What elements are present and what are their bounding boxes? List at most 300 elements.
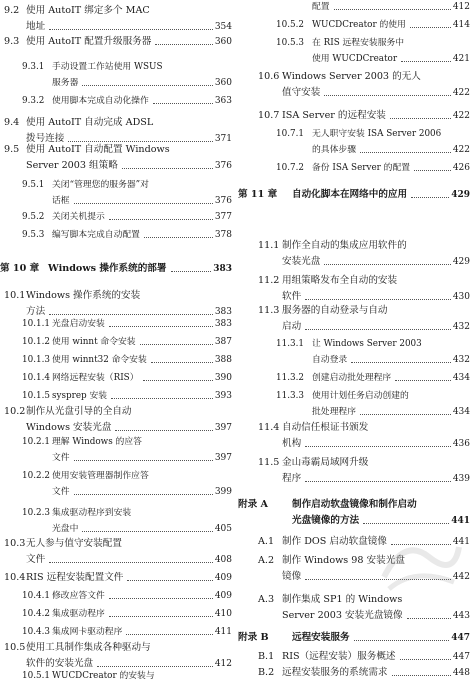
toc-page-number: 434 bbox=[452, 407, 470, 417]
dot-leader bbox=[49, 28, 213, 30]
toc-entry-title-continued: 软件 bbox=[282, 291, 302, 302]
toc-page-number: 421 bbox=[452, 54, 470, 64]
toc-entry-title: 制作全自动的集成应用软件的 bbox=[282, 240, 407, 251]
toc-entry-title: 使用计划任务启动创建的 bbox=[312, 391, 409, 401]
toc-page-number: 441 bbox=[452, 537, 470, 547]
toc-entry-number: A.2 bbox=[258, 555, 275, 566]
toc-entry-title-continued: 值守安装 bbox=[282, 87, 321, 98]
toc-entry[interactable] bbox=[0, 94, 232, 110]
toc-entry-title: 使用安装管理器制作应答 bbox=[52, 471, 149, 481]
toc-page-number: 429 bbox=[451, 190, 470, 200]
toc-entry[interactable] bbox=[0, 262, 232, 278]
toc-leader bbox=[80, 76, 232, 90]
toc-entry-number: 10.2.3 bbox=[22, 508, 50, 518]
toc-page-number: 436 bbox=[452, 439, 470, 449]
toc-entry-number: 11.3.3 bbox=[276, 391, 304, 401]
dot-leader bbox=[407, 617, 451, 619]
toc-entry-title: 编写脚本完成自动配置 bbox=[52, 230, 140, 240]
toc-entry[interactable] bbox=[0, 4, 232, 36]
toc-entry-number: 10.1.5 bbox=[22, 391, 50, 401]
toc-page-number: 441 bbox=[451, 516, 470, 526]
dot-leader bbox=[392, 674, 451, 676]
toc-entry[interactable] bbox=[238, 304, 470, 336]
dot-leader bbox=[49, 313, 213, 315]
toc-entry-number: 第 10 章 bbox=[0, 263, 40, 274]
toc-entry-title: 使用 AutoIT 配置升级服务器 bbox=[26, 36, 152, 47]
toc-entry-title: 使用 winnt32 命令安装 bbox=[52, 355, 147, 365]
toc-entry-number: 11.2 bbox=[258, 275, 280, 286]
toc-entry[interactable] bbox=[238, 666, 470, 682]
toc-entry-number: 9.5.2 bbox=[22, 212, 45, 222]
toc-entry-title: 使用 AutoIT 自动配置 Windows bbox=[26, 144, 170, 155]
toc-entry[interactable] bbox=[238, 371, 470, 387]
toc-leader bbox=[151, 94, 232, 108]
dot-leader bbox=[305, 445, 451, 447]
toc-entry-title: RIS（远程安装）服务概述 bbox=[282, 651, 396, 662]
toc-leader bbox=[332, 0, 470, 14]
dot-leader bbox=[109, 615, 213, 617]
toc-entry-number: 附录 B bbox=[238, 632, 269, 643]
dot-leader bbox=[109, 218, 213, 220]
toc-entry-title: 使用 AutoIT 自动完成 ADSL bbox=[26, 117, 154, 128]
toc-leader bbox=[358, 405, 470, 419]
toc-entry-title-continued: 软件的安装光盘 bbox=[26, 658, 94, 669]
dot-leader bbox=[395, 379, 451, 381]
toc-leader bbox=[390, 666, 470, 680]
toc-entry[interactable] bbox=[0, 405, 232, 437]
dot-leader bbox=[410, 26, 451, 28]
toc-entry-title: 制作启动软盘镜像和制作启动 bbox=[292, 499, 417, 510]
toc-page-number: 360 bbox=[214, 78, 232, 88]
toc-page-number: 390 bbox=[214, 373, 232, 383]
toc-entry-title-continued: 机构 bbox=[282, 438, 302, 449]
toc-entry-number: 10.2 bbox=[4, 406, 26, 417]
toc-entry[interactable] bbox=[238, 389, 470, 421]
toc-leader bbox=[107, 210, 232, 224]
toc-entry[interactable] bbox=[0, 143, 232, 175]
toc-entry-number: 9.5 bbox=[4, 144, 20, 155]
toc-entry-number: 10.1.4 bbox=[22, 373, 50, 383]
toc-page-number: 409 bbox=[214, 573, 232, 583]
toc-entry-title-continued: Windows 安装光盘 bbox=[26, 422, 112, 433]
toc-entry-number: 11.5 bbox=[258, 457, 280, 468]
toc-entry[interactable] bbox=[238, 421, 470, 453]
toc-entry-title: ISA Server 的远程安装 bbox=[282, 110, 386, 121]
toc-page-number: 442 bbox=[452, 572, 470, 582]
dot-leader bbox=[171, 270, 211, 272]
toc-entry-number: 10.5 bbox=[4, 642, 26, 653]
toc-entry[interactable] bbox=[0, 537, 232, 569]
toc-page-number: 430 bbox=[452, 292, 470, 302]
toc-entry-title: 制作集成 SP1 的 Windows bbox=[282, 594, 403, 605]
toc-entry-title: 使用 winnt 命令安装 bbox=[52, 337, 136, 347]
toc-entry-title-continued: 地址 bbox=[26, 21, 46, 32]
toc-leader bbox=[303, 472, 470, 486]
toc-entry-title: 集成驱动程序到安装 bbox=[52, 508, 132, 518]
dot-leader bbox=[126, 633, 213, 635]
toc-entry[interactable] bbox=[0, 607, 232, 623]
toc-entry[interactable] bbox=[0, 317, 232, 333]
dot-leader bbox=[305, 328, 451, 330]
toc-entry-title: WUCDCreator 的安装与 bbox=[52, 671, 155, 681]
toc-entry[interactable] bbox=[0, 60, 232, 92]
dot-leader bbox=[82, 84, 213, 86]
dot-leader bbox=[414, 169, 451, 171]
toc-entry[interactable] bbox=[238, 188, 470, 204]
dot-leader bbox=[324, 263, 451, 265]
toc-entry-title: 手动设置工作站使用 WSUS bbox=[52, 62, 163, 72]
toc-page-number: 432 bbox=[452, 322, 470, 332]
toc-entry-title: 关闭“管理您的服务器”对 bbox=[52, 180, 149, 190]
toc-page-number: 412 bbox=[214, 659, 232, 669]
toc-page-number: 439 bbox=[452, 474, 470, 484]
toc-leader bbox=[124, 625, 232, 639]
dot-leader bbox=[74, 493, 213, 495]
toc-entry-number: 10.1.1 bbox=[22, 319, 50, 329]
toc-entry[interactable] bbox=[238, 109, 470, 125]
toc-page-number: 432 bbox=[452, 355, 470, 365]
toc-page-number: 410 bbox=[214, 609, 232, 619]
toc-entry[interactable] bbox=[0, 178, 232, 210]
toc-entry-number: 11.4 bbox=[258, 422, 280, 433]
toc-entry-title: 理解 Windows 的应答 bbox=[52, 437, 142, 447]
toc-entry-number: 9.4 bbox=[4, 117, 20, 128]
toc-page-number: 383 bbox=[214, 307, 232, 317]
toc-entry[interactable] bbox=[238, 650, 470, 666]
toc-entry-number: 10.7 bbox=[258, 110, 280, 121]
toc-leader bbox=[47, 553, 232, 567]
toc-page-number: 393 bbox=[214, 391, 232, 401]
toc-entry-title: 远程安装服务 bbox=[292, 632, 350, 643]
toc-leader bbox=[408, 18, 470, 32]
toc-entry-title: 使用工具制作集成各种驱动与 bbox=[26, 642, 151, 653]
toc-page-number: 447 bbox=[452, 652, 470, 662]
toc-entry-title: 集成网卡驱动程序 bbox=[52, 627, 123, 637]
toc-leader bbox=[349, 353, 470, 367]
toc-entry[interactable] bbox=[238, 36, 470, 68]
toc-entry[interactable] bbox=[0, 506, 232, 538]
toc-entry-title-continued: 程序 bbox=[282, 473, 302, 484]
toc-page-number: 434 bbox=[452, 373, 470, 383]
toc-entry-title: sysprep 安装 bbox=[52, 391, 108, 401]
toc-page-number: 422 bbox=[452, 145, 470, 155]
toc-entry-number: 10.7.1 bbox=[276, 129, 304, 139]
toc-page-number: 397 bbox=[214, 423, 232, 433]
toc-page-number: 447 bbox=[451, 633, 470, 643]
toc-entry-number: 10.5.1 bbox=[22, 671, 50, 681]
toc-leader bbox=[361, 514, 470, 528]
toc-entry[interactable] bbox=[0, 469, 232, 501]
toc-entry-title: 无人参与值守安装配置 bbox=[26, 538, 122, 549]
toc-entry-title: 光盘启动安装 bbox=[52, 319, 105, 329]
toc-page-number: 378 bbox=[214, 230, 232, 240]
toc-entry-number: 9.3 bbox=[4, 36, 20, 47]
toc-leader bbox=[47, 20, 232, 34]
dot-leader bbox=[82, 530, 213, 532]
toc-entry-number: 11.3.2 bbox=[276, 373, 304, 383]
toc-page-number: 448 bbox=[452, 668, 470, 678]
toc-page-number: 354 bbox=[214, 22, 232, 32]
toc-leader bbox=[120, 159, 232, 173]
dot-leader bbox=[411, 196, 449, 198]
dot-leader bbox=[122, 167, 213, 169]
toc-page-number: 387 bbox=[214, 337, 232, 347]
toc-leader bbox=[388, 109, 470, 123]
toc-entry-title: 在 RIS 远程安装服务中 bbox=[312, 38, 405, 48]
toc-page-number: 411 bbox=[214, 627, 232, 637]
dot-leader bbox=[360, 151, 451, 153]
toc-entry-title: 自动化脚本在网络中的应用 bbox=[292, 189, 408, 200]
toc-entry-title-continued: 方法 bbox=[26, 306, 46, 317]
dot-leader bbox=[74, 202, 213, 204]
toc-leader bbox=[109, 389, 232, 403]
toc-entry-title-continued: 启动 bbox=[282, 321, 302, 332]
toc-entry-title-continued: Server 2003 安装光盘镜像 bbox=[282, 610, 403, 621]
dot-leader bbox=[305, 480, 451, 482]
toc-page-number: 360 bbox=[214, 37, 232, 47]
toc-entry-number: 9.2 bbox=[4, 5, 20, 16]
toc-page-number: 376 bbox=[214, 196, 232, 206]
toc-leader bbox=[322, 86, 470, 100]
toc-leader bbox=[398, 650, 470, 664]
toc-entry-number: 9.3.1 bbox=[22, 62, 45, 72]
toc-entry[interactable] bbox=[238, 161, 470, 177]
toc-leader bbox=[153, 35, 232, 49]
watermark-icon bbox=[374, 527, 464, 597]
toc-entry[interactable] bbox=[0, 625, 232, 641]
toc-leader bbox=[149, 353, 232, 367]
toc-entry-number: 10.5.2 bbox=[276, 20, 304, 30]
toc-page-number: 409 bbox=[214, 591, 232, 601]
toc-entry-title: 制作 Windows 98 安装光盘 bbox=[282, 555, 405, 566]
toc-entry-number: 10.7.2 bbox=[276, 163, 304, 173]
toc-page-number: 422 bbox=[452, 88, 470, 98]
toc-entry-number: 附录 A bbox=[238, 499, 268, 510]
toc-page-number: 363 bbox=[214, 96, 232, 106]
toc-page-number: 397 bbox=[214, 453, 232, 463]
toc-entry-title-continued: 话框 bbox=[52, 196, 70, 206]
toc-entry-title-continued: 镜像 bbox=[282, 571, 302, 582]
toc-entry-title-continued: Server 2003 组策略 bbox=[26, 160, 118, 171]
toc-entry[interactable] bbox=[0, 335, 232, 351]
toc-entry-number: 9.5.1 bbox=[22, 180, 45, 190]
toc-entry-title: 关闭关机提示 bbox=[52, 212, 105, 222]
toc-page-number: 405 bbox=[214, 524, 232, 534]
toc-entry-number: 10.1.3 bbox=[22, 355, 50, 365]
dot-leader bbox=[151, 361, 213, 363]
toc-entry-number: B.2 bbox=[258, 667, 275, 678]
toc-entry-number: 10.1 bbox=[4, 290, 26, 301]
toc-leader bbox=[358, 143, 470, 157]
dot-leader bbox=[324, 94, 451, 96]
toc-entry[interactable] bbox=[238, 127, 470, 159]
toc-entry-title: Windows 操作系统的安装 bbox=[26, 290, 141, 301]
dot-leader bbox=[109, 597, 213, 599]
toc-entry[interactable] bbox=[238, 456, 470, 488]
toc-page-number: 422 bbox=[452, 111, 470, 121]
toc-leader bbox=[322, 255, 470, 269]
toc-entry[interactable] bbox=[238, 337, 470, 369]
toc-leader bbox=[303, 320, 470, 334]
toc-entry[interactable] bbox=[0, 589, 232, 605]
toc-entry-title: 网络远程安装（RIS） bbox=[52, 373, 139, 383]
toc-leader bbox=[141, 371, 232, 385]
toc-leader bbox=[393, 371, 470, 385]
toc-entry-title-continued: 使用 WUCDCreator bbox=[312, 54, 398, 64]
dot-leader bbox=[143, 379, 213, 381]
toc-entry-number: A.3 bbox=[258, 594, 275, 605]
toc-entry-title: 使用 AutoIT 绑定多个 MAC bbox=[26, 5, 150, 16]
toc-page-number: 388 bbox=[214, 355, 232, 365]
toc-page-number: 429 bbox=[452, 257, 470, 267]
toc-page-number: 383 bbox=[214, 319, 232, 329]
toc-entry-title: RIS 远程安装配置文件 bbox=[26, 572, 124, 583]
toc-entry[interactable] bbox=[238, 498, 470, 530]
toc-entry[interactable] bbox=[0, 389, 232, 405]
toc-entry[interactable] bbox=[238, 18, 470, 34]
toc-entry-title: 金山毒霸局域网升级 bbox=[282, 457, 369, 468]
toc-entry-number: 10.4.1 bbox=[22, 591, 50, 601]
toc-leader bbox=[107, 317, 232, 331]
toc-entry-number: 10.2.2 bbox=[22, 471, 50, 481]
toc-leader bbox=[72, 451, 232, 465]
toc-page-number: 408 bbox=[214, 555, 232, 565]
toc-entry-title: 远程安装服务的系统需求 bbox=[282, 667, 388, 678]
toc-leader bbox=[107, 589, 232, 603]
toc-entry-number: 10.1.2 bbox=[22, 337, 50, 347]
toc-leader bbox=[72, 485, 232, 499]
toc-entry-title-continued: 自动登录 bbox=[312, 355, 348, 365]
dot-leader bbox=[351, 361, 451, 363]
toc-leader bbox=[107, 607, 232, 621]
toc-leader bbox=[113, 421, 232, 435]
toc-entry-number: 10.5.3 bbox=[276, 38, 304, 48]
toc-entry-number: 10.4.3 bbox=[22, 627, 50, 637]
toc-entry[interactable] bbox=[238, 593, 470, 625]
toc-entry[interactable] bbox=[0, 35, 232, 51]
toc-leader bbox=[352, 631, 470, 645]
dot-leader bbox=[360, 413, 451, 415]
toc-leader bbox=[303, 437, 470, 451]
toc-entry[interactable] bbox=[238, 239, 470, 271]
toc-entry-title-continued: 安装光盘 bbox=[282, 256, 321, 267]
dot-leader bbox=[155, 43, 213, 45]
toc-entry[interactable] bbox=[238, 70, 470, 102]
dot-leader bbox=[400, 658, 451, 660]
toc-leader bbox=[303, 290, 470, 304]
dot-leader bbox=[401, 60, 451, 62]
dot-leader bbox=[68, 140, 213, 142]
toc-entry-title-continued: 拨号连接 bbox=[26, 133, 65, 144]
toc-leader bbox=[80, 522, 232, 536]
toc-page-number: 426 bbox=[452, 163, 470, 173]
toc-page-number: 412 bbox=[452, 2, 470, 12]
dot-leader bbox=[49, 561, 213, 563]
toc-entry-title-continued: 文件 bbox=[52, 487, 70, 497]
toc-entry-title: 制作 DOS 启动软盘镜像 bbox=[282, 536, 387, 547]
toc-entry-title: 用组策略发布全自动的安装 bbox=[282, 275, 398, 286]
toc-leader bbox=[169, 262, 232, 276]
toc-entry-title-continued: 配置 bbox=[312, 2, 330, 12]
toc-entry-title-continued: 文件 bbox=[52, 453, 70, 463]
toc-entry[interactable] bbox=[0, 371, 232, 387]
toc-entry-title: WUCDCreator 的使用 bbox=[312, 20, 406, 30]
toc-entry[interactable] bbox=[238, 631, 470, 647]
toc-page-number: 414 bbox=[452, 20, 470, 30]
toc-column-left bbox=[0, 0, 232, 681]
toc-entry-number: 10.2.1 bbox=[22, 437, 50, 447]
toc-entry-title-continued: 服务器 bbox=[52, 78, 79, 88]
dot-leader bbox=[153, 102, 213, 104]
toc-leader bbox=[142, 228, 232, 242]
toc-entry-title: 制作从光盘引导的全自动 bbox=[26, 406, 132, 417]
dot-leader bbox=[115, 429, 213, 431]
toc-entry-number: 第 11 章 bbox=[238, 189, 278, 200]
toc-entry-title: Windows 操作系统的部署 bbox=[48, 263, 167, 274]
toc-entry-title: 无人职守安装 ISA Server 2006 bbox=[312, 129, 442, 139]
toc-entry-title-continued: 的具体步骤 bbox=[312, 145, 356, 155]
dot-leader bbox=[140, 343, 213, 345]
toc-entry-number: 9.3.2 bbox=[22, 96, 45, 106]
toc-entry[interactable] bbox=[0, 353, 232, 369]
toc-entry-title-continued: 文件 bbox=[26, 554, 46, 565]
toc-entry-number: 9.5.3 bbox=[22, 230, 45, 240]
dot-leader bbox=[97, 665, 213, 667]
toc-leader bbox=[72, 194, 232, 208]
toc-entry-title-continued: 光盘镜像的方法 bbox=[292, 515, 360, 526]
toc-leader bbox=[409, 188, 470, 202]
toc-entry-title: 让 Windows Server 2003 bbox=[312, 339, 422, 349]
toc-entry-title: 使用脚本完成自动化操作 bbox=[52, 96, 149, 106]
toc-page-number: 383 bbox=[213, 264, 232, 274]
toc-entry[interactable] bbox=[0, 435, 232, 467]
toc-entry[interactable] bbox=[0, 571, 232, 587]
toc-leader bbox=[399, 52, 470, 66]
toc-entry[interactable] bbox=[0, 669, 232, 685]
toc-entry-number: 11.3.1 bbox=[276, 339, 304, 349]
toc-entry-title-continued: 批处理程序 bbox=[312, 407, 356, 417]
toc-entry-number: 11.1 bbox=[258, 240, 280, 251]
toc-entry-title: Windows Server 2003 的无人 bbox=[282, 71, 421, 82]
toc-entry-number: 10.6 bbox=[258, 71, 280, 82]
toc-entry-number: 10.4 bbox=[4, 572, 26, 583]
toc-page-number: 443 bbox=[452, 611, 470, 621]
toc-entry-title: 服务器的自动登录与自动 bbox=[282, 305, 388, 316]
toc-entry[interactable] bbox=[0, 228, 232, 244]
dot-leader bbox=[354, 639, 449, 641]
dot-leader bbox=[74, 459, 213, 461]
toc-entry-title-continued: 光盘中 bbox=[52, 524, 79, 534]
toc-entry[interactable] bbox=[238, 274, 470, 306]
toc-entry-number: 10.4.2 bbox=[22, 609, 50, 619]
dot-leader bbox=[127, 579, 213, 581]
toc-entry-number: 11.3 bbox=[258, 305, 280, 316]
toc-page-number: 399 bbox=[214, 487, 232, 497]
toc-entry-title: 修改应答文件 bbox=[52, 591, 105, 601]
dot-leader bbox=[111, 397, 213, 399]
toc-page-number: 371 bbox=[214, 134, 232, 144]
toc-entry[interactable] bbox=[0, 210, 232, 226]
toc-leader bbox=[405, 609, 470, 623]
toc-entry-title: 自动信任根证书颁发 bbox=[282, 422, 369, 433]
dot-leader bbox=[305, 298, 451, 300]
toc-leader bbox=[138, 335, 232, 349]
dot-leader bbox=[363, 522, 449, 524]
toc-entry-number: 10.3 bbox=[4, 538, 26, 549]
dot-leader bbox=[144, 236, 213, 238]
toc-entry-title: 备份 ISA Server 的配置 bbox=[312, 163, 411, 173]
toc-entry-number: B.1 bbox=[258, 651, 275, 662]
